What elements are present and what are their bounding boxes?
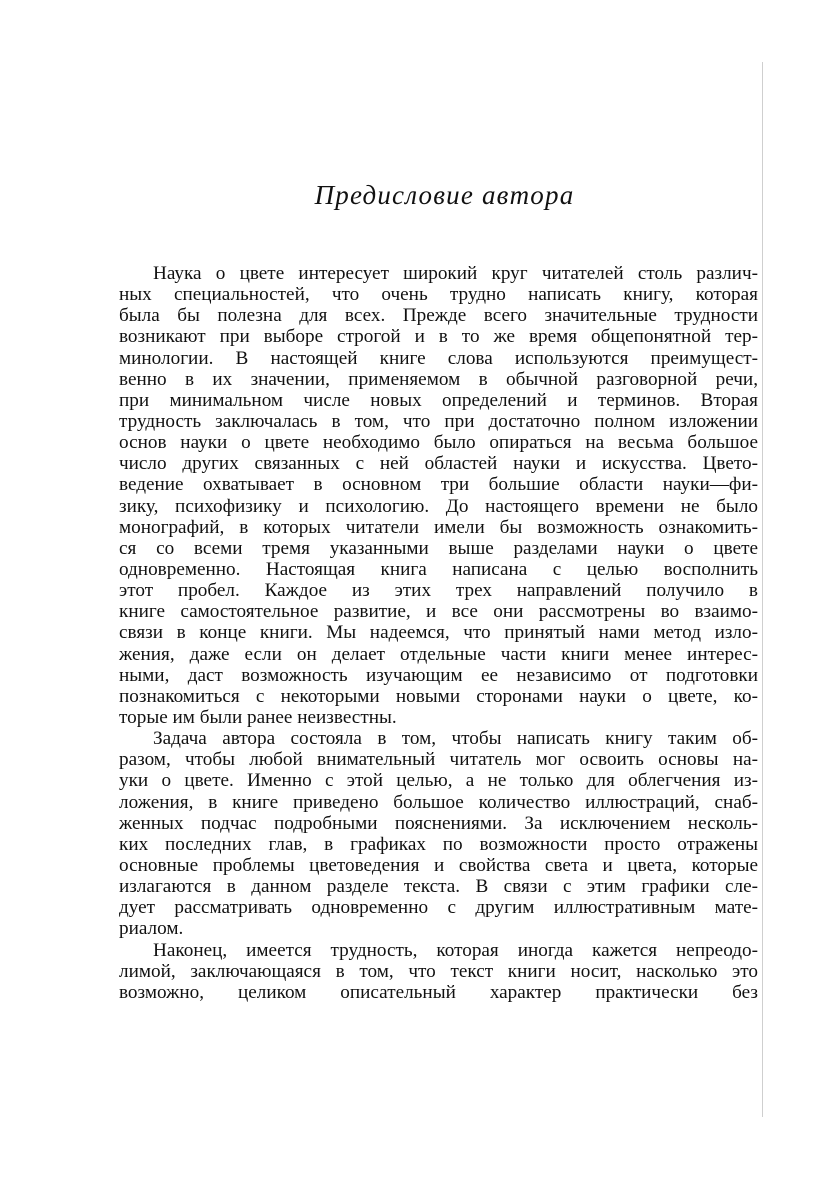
text-line: при минимальном числе новых определений и терминов. Вторая [119,389,758,411]
text-line: ведение охватывает в основном три большие области науки—фи- [119,474,758,496]
page-edge-line [762,62,763,1117]
text-line: основ науки о цвете необходимо было опираться на весьма большое [119,432,758,454]
text-line: ными, даст возможность изучающим ее независимо от подготовки [119,664,758,686]
text-line: связи в конце книги. Мы надеемся, что принятый нами метод изло- [119,622,758,644]
text-line: возможно, целиком описательный характер практически без [119,981,758,1003]
text-line: Задача автора состояла в том, чтобы написать книгу таким об- [153,728,758,750]
text-line: Наука о цвете интересует широкий круг читателей столь различ- [153,263,758,284]
text-line: возникают при выборе строгой и в то же время общепонятной тер- [119,326,758,348]
text-line: монографий, в которых читатели имели бы возможность ознакомить- [119,516,758,538]
text-line: ных специальностей, что очень трудно написать книгу, которая [119,284,758,306]
text-line: риалом. [119,918,184,940]
text-line: женных подчас подробными пояснениями. За исключением несколь- [119,812,758,834]
text-line: была бы полезна для всех. Прежде всего значительные трудности [119,305,758,327]
text-line: одновременно. Настоящая книга написана с целью восполнить [119,558,758,580]
text-line: разом, чтобы любой внимательный читатель мог освоить основы на- [119,749,758,771]
text-line: ложения, в книге приведено большое количество иллюстраций, снаб- [119,791,758,813]
text-line: зику, психофизику и психологию. До настоящего времени не было [119,495,758,517]
text-line: излагаются в данном разделе текста. В связи с этим графики сле- [119,876,758,898]
text-line: венно в их значении, применяемом в обычной разговорной речи, [119,368,758,390]
text-line: ся со всеми тремя указанными выше разделами науки о цвете [119,537,758,559]
body-text [119,263,758,1003]
text-line: книге самостоятельное развитие, и все они рассмотрены во взаимо- [119,601,758,623]
page-title: Предисловие автора [314,180,575,210]
text-line: трудность заключалась в том, что при достаточно полном изложении [119,410,758,432]
text-line: торые им были ранее неизвестны. [119,706,397,728]
text-line: этот пробел. Каждое из этих трех направлений получило в [119,580,758,602]
text-line: уки о цвете. Именно с этой целью, а не только для облегчения из- [119,770,758,792]
text-line: Наконец, имеется трудность, которая иногда кажется непреодо- [153,939,758,961]
text-line: ких последних глав, в графиках по возможности просто отражены [119,833,758,855]
text-line: лимой, заключающаяся в том, что текст книги носит, насколько это [119,960,758,982]
text-line: минологии. В настоящей книге слова используются преимущест- [119,347,758,369]
text-line: число других связанных с ней областей науки и искусства. Цвето- [119,453,758,475]
text-line: жения, даже если он делает отдельные части книги менее интерес- [119,643,758,665]
text-line: основные проблемы цветоведения и свойства света и цвета, которые [119,854,758,876]
text-line: дует рассматривать одновременно с другим иллюстративным мате- [119,897,758,919]
text-line: познакомиться с некоторыми новыми сторонами науки о цвете, ко- [119,685,758,707]
